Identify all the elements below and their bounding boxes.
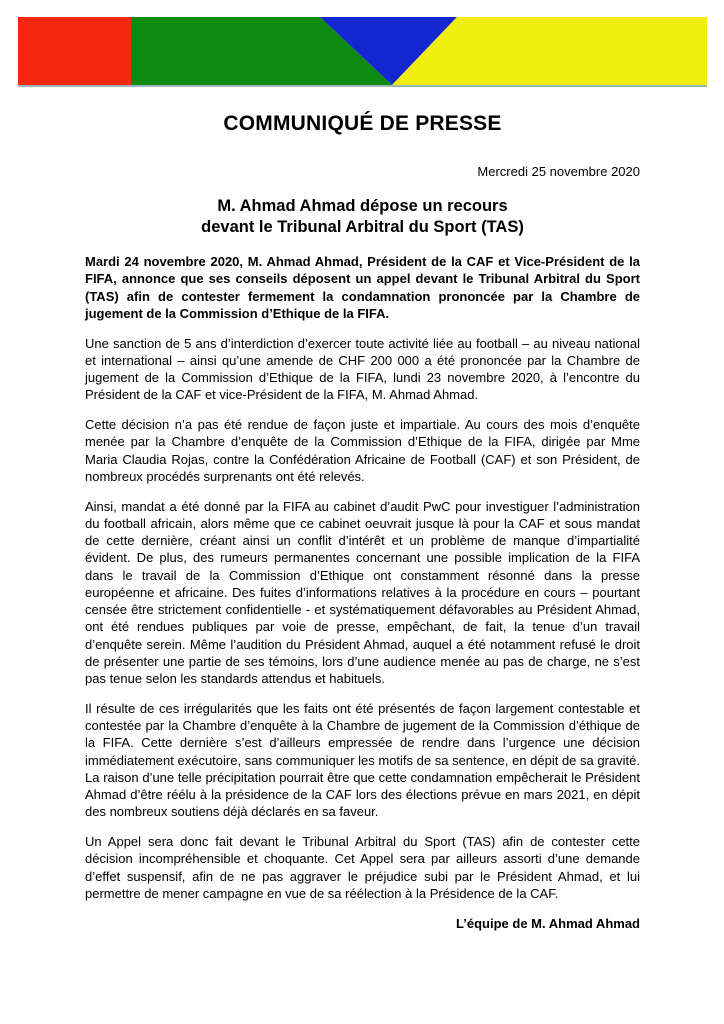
paragraph-appel: Un Appel sera donc fait devant le Tribunal Arbitral du Sport (TAS) afin de contester cette décision incompréhensible et choquante. Cet Appel sera par ailleurs assorti d’une demande d’effet suspensif, afin de ne pas aggraver le préjudice subi par le Président Ahmad, et lui permettre de mener campagne en vue de sa réélection à la Présidence de la CAF.: [85, 834, 640, 901]
paragraph-sanction: Une sanction de 5 ans d’interdiction d’exercer toute activité liée au football – au niveau national et international – ainsi qu’une amende de CHF 200 000 a été prononcée par la Chambre de jugement de la Commission d’Ethique de la FIFA, lundi 23 novembre 2020, à l’encontre du Président de la CAF et vice-Président de la FIFA, M. Ahmad Ahmad.: [85, 335, 640, 403]
document-date: Mercredi 25 novembre 2020: [477, 164, 640, 179]
banner-bottom-edge: [18, 85, 707, 87]
paragraph-irregularites-detail: Ainsi, mandat a été donné par la FIFA au cabinet d’audit PwC pour investiguer l’administration du football africain, alors même que ce cabinet oeuvrait jusque là pour la CAF et sous mandat de cette dernière, créant ainsi un conflit d’intérêt et un problème de manque d’impartialité évident. De plus, des rumeurs permanentes concernant une possible implication de la FIFA dans le travail de la Commission d’Ethique ont constamment résonné dans la presse européenne et africaine. Des fuites d’informations relatives à la procédure en cours – pourtant censée être strictement confidentielle - et systématiquement défavorables au Président Ahmad, ont été rendues publiques par voie de presse, empêchant, de fait, la tenue d’un travail d’enquête serein. Même l’audition du Président Ahmad, auquel a été notamment refusé le droit de présenter une partie de ses témoins, lors d’une audience menée au pas de charge, ne s’est pas tenue selon les standards attendus et habituels.: [85, 498, 640, 686]
paragraph-lead: Mardi 24 novembre 2020, M. Ahmad Ahmad, Président de la CAF et Vice-Président de la FIFA, annonce que ses conseils déposent un appel devant le Tribunal Arbitral du Sport (TAS) afin de contester fermement la condamnation prononcée par la Chambre de jugement de la Commission d’Ethique de la FIFA.: [85, 254, 640, 321]
banner-red-block: [18, 17, 131, 85]
document-heading: [85, 196, 640, 238]
signature: L’équipe de M. Ahmad Ahmad: [456, 915, 640, 931]
banner-graphic: [18, 17, 707, 87]
paragraph-resultat: Il résulte de ces irrégularités que les faits ont été présentés de façon largement contestable et contestée par la Chambre d’enquête à la Chambre de jugement de la Commission d’éthique de la FIFA. Cette dernière s’est d’ailleurs empressée de rendre dans l’urgence une décision immédiatement exécutoire, sans communiquer les motifs de sa sentence, en dépit de sa gravité. La raison d’une telle précipitation pourrait être que cette condamnation empêcherait le Président Ahmad d’être réélu à la présidence de la CAF lors des élections prévue en mars 2021, en dépit des nombreux soutiens déjà déclarés en sa faveur.: [85, 700, 640, 820]
header-color-banner: [18, 17, 707, 87]
document-body: [85, 253, 640, 932]
heading-line-1: M. Ahmad Ahmad dépose un recours: [217, 197, 508, 215]
heading-line-2: devant le Tribunal Arbitral du Sport (TAS): [201, 218, 524, 236]
page-title: COMMUNIQUÉ DE PRESSE: [223, 112, 502, 135]
paragraph-decision: Cette décision n’a pas été rendue de façon juste et impartiale. Au cours des mois d’enquête menée par la Chambre d’enquête de la Commission d’Ethique de la FIFA, dirigée par Mme Maria Claudia Rojas, contre la Confédération Africaine de Football (CAF) et son Président, de nombreux procédés surprenants ont été relevés.: [85, 417, 640, 484]
